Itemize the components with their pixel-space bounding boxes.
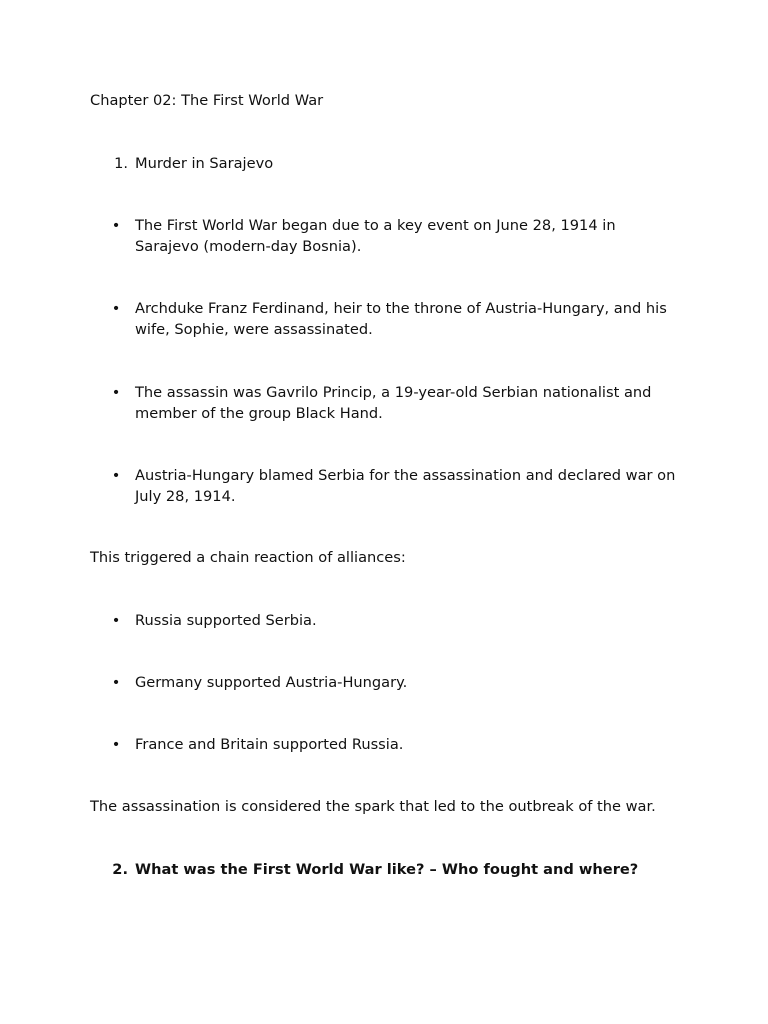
bullet-icon: •	[111, 674, 121, 691]
list-item-text: Russia supported Serbia.	[135, 612, 317, 629]
list-item-text: Archduke Franz Ferdinand, heir to the throne of Austria-Hungary, and his wife, Sophie, were assassinated.	[135, 300, 667, 338]
bullet-icon: •	[111, 467, 121, 484]
bullet-icon: •	[111, 612, 121, 629]
conclusion-paragraph: The assassination is considered the spark that led to the outbreak of the war.	[90, 798, 656, 815]
chapter-title: Chapter 02: The First World War	[90, 92, 324, 109]
list-item	[90, 735, 680, 756]
list-item-text: Germany supported Austria-Hungary.	[135, 674, 408, 691]
list-item	[90, 466, 680, 507]
list-item	[90, 611, 680, 632]
list-number: 2.	[112, 861, 128, 878]
bullet-icon: •	[111, 300, 121, 317]
list-item	[90, 216, 680, 257]
section-heading-text: What was the First World War like? – Who fought and where?	[135, 861, 639, 878]
chain-reaction-intro: This triggered a chain reaction of alliances:	[90, 549, 406, 566]
list-item-text: The First World War began due to a key event on June 28, 1914 in Sarajevo (modern-day Bosnia).	[135, 217, 616, 255]
list-number: 1.	[114, 155, 128, 172]
section-1-heading	[90, 154, 680, 175]
list-item-text: Austria-Hungary blamed Serbia for the assassination and declared war on July 28, 1914.	[135, 467, 676, 505]
list-item	[90, 299, 680, 340]
list-item	[90, 673, 680, 694]
section-heading-text: Murder in Sarajevo	[135, 155, 274, 172]
bullet-icon: •	[111, 217, 121, 234]
list-item-text: The assassin was Gavrilo Princip, a 19-year-old Serbian nationalist and member of the group Black Hand.	[135, 384, 652, 422]
list-item	[90, 383, 680, 424]
section-2-heading	[90, 860, 680, 881]
bullet-icon: •	[111, 736, 121, 753]
list-item-text: France and Britain supported Russia.	[135, 736, 404, 753]
bullet-icon: •	[111, 384, 121, 401]
